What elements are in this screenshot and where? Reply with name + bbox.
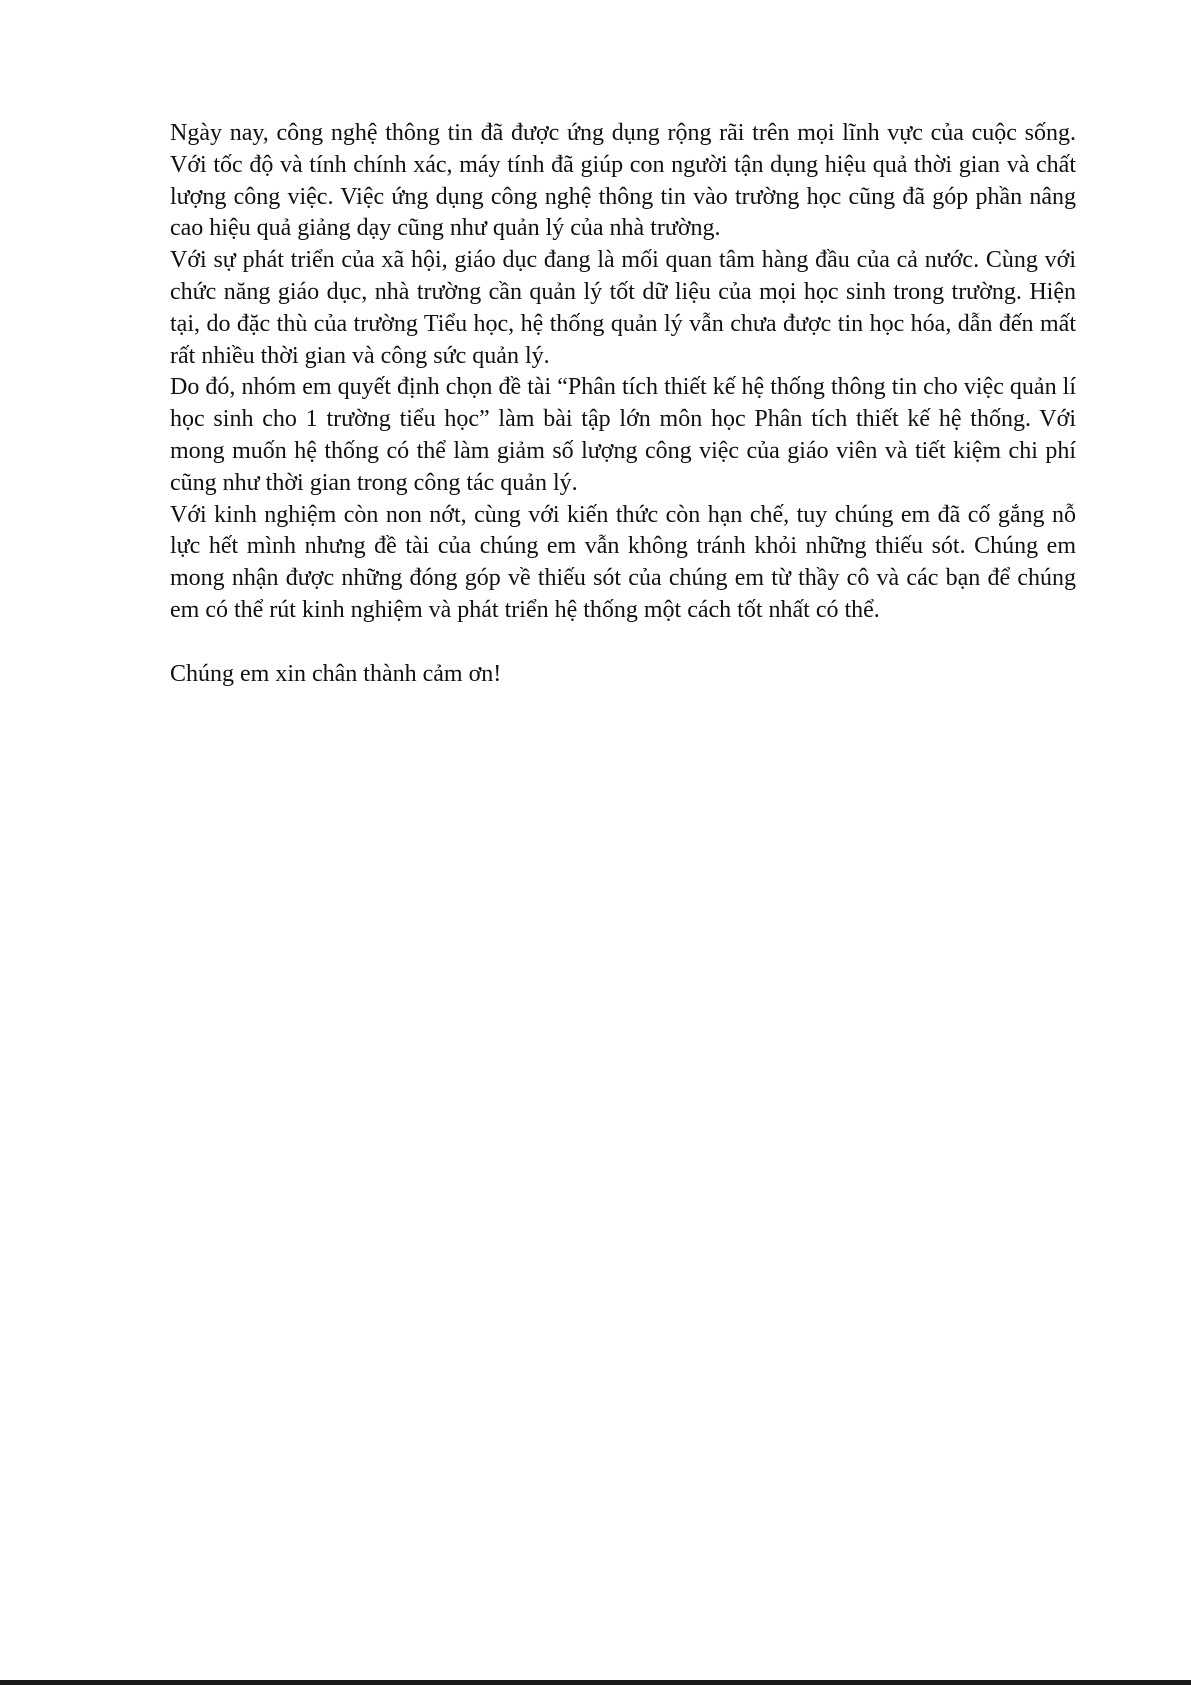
paragraph-spacer [170,627,1076,659]
paragraph-acknowledgement: Với kinh nghiệm còn non nớt, cùng với kiến thức còn hạn chế, tuy chúng em đã cố gắng nỗ lực hết mình nhưng đề tài của chúng em vẫn không tránh khỏi những thiếu sót. Chúng em mong nhận được những đóng góp về thiếu sót của chúng em từ thầy cô và các bạn để chúng em có thể rút kinh nghiệm và phát triển hệ thống một cách tốt nhất có thể. [170,501,1076,623]
closing-line: Chúng em xin chân thành cảm ơn! [170,660,502,687]
paragraph-topic: Do đó, nhóm em quyết định chọn đề tài “Phân tích thiết kế hệ thống thông tin cho việc quản lí học sinh cho 1 trường tiểu học” làm bài tập lớn môn học Phân tích thiết kế hệ thống. Với mong muốn hệ thống có thể làm giảm số lượng công việc của giáo viên và tiết kiệm chi phí cũng như thời gian trong công tác quản lý. [170,374,1076,496]
document-body [170,118,1076,691]
paragraph-context: Với sự phát triển của xã hội, giáo dục đang là mối quan tâm hàng đầu của cả nước. Cùng với chức năng giáo dục, nhà trường cần quản lý tốt dữ liệu của mọi học sinh trong trường. Hiện tại, do đặc thù của trường Tiểu học, hệ thống quản lý vẫn chưa được tin học hóa, dẫn đến mất rất nhiều thời gian và công sức quản lý. [170,247,1076,369]
page-bottom-edge [0,1680,1191,1685]
paragraph-intro: Ngày nay, công nghệ thông tin đã được ứng dụng rộng rãi trên mọi lĩnh vực của cuộc sống. Với tốc độ và tính chính xác, máy tính đã giúp con người tận dụng hiệu quả thời gian và chất lượng công việc. Việc ứng dụng công nghệ thông tin vào trường học cũng đã góp phần nâng cao hiệu quả giảng dạy cũng như quản lý của nhà trường. [170,120,1076,242]
